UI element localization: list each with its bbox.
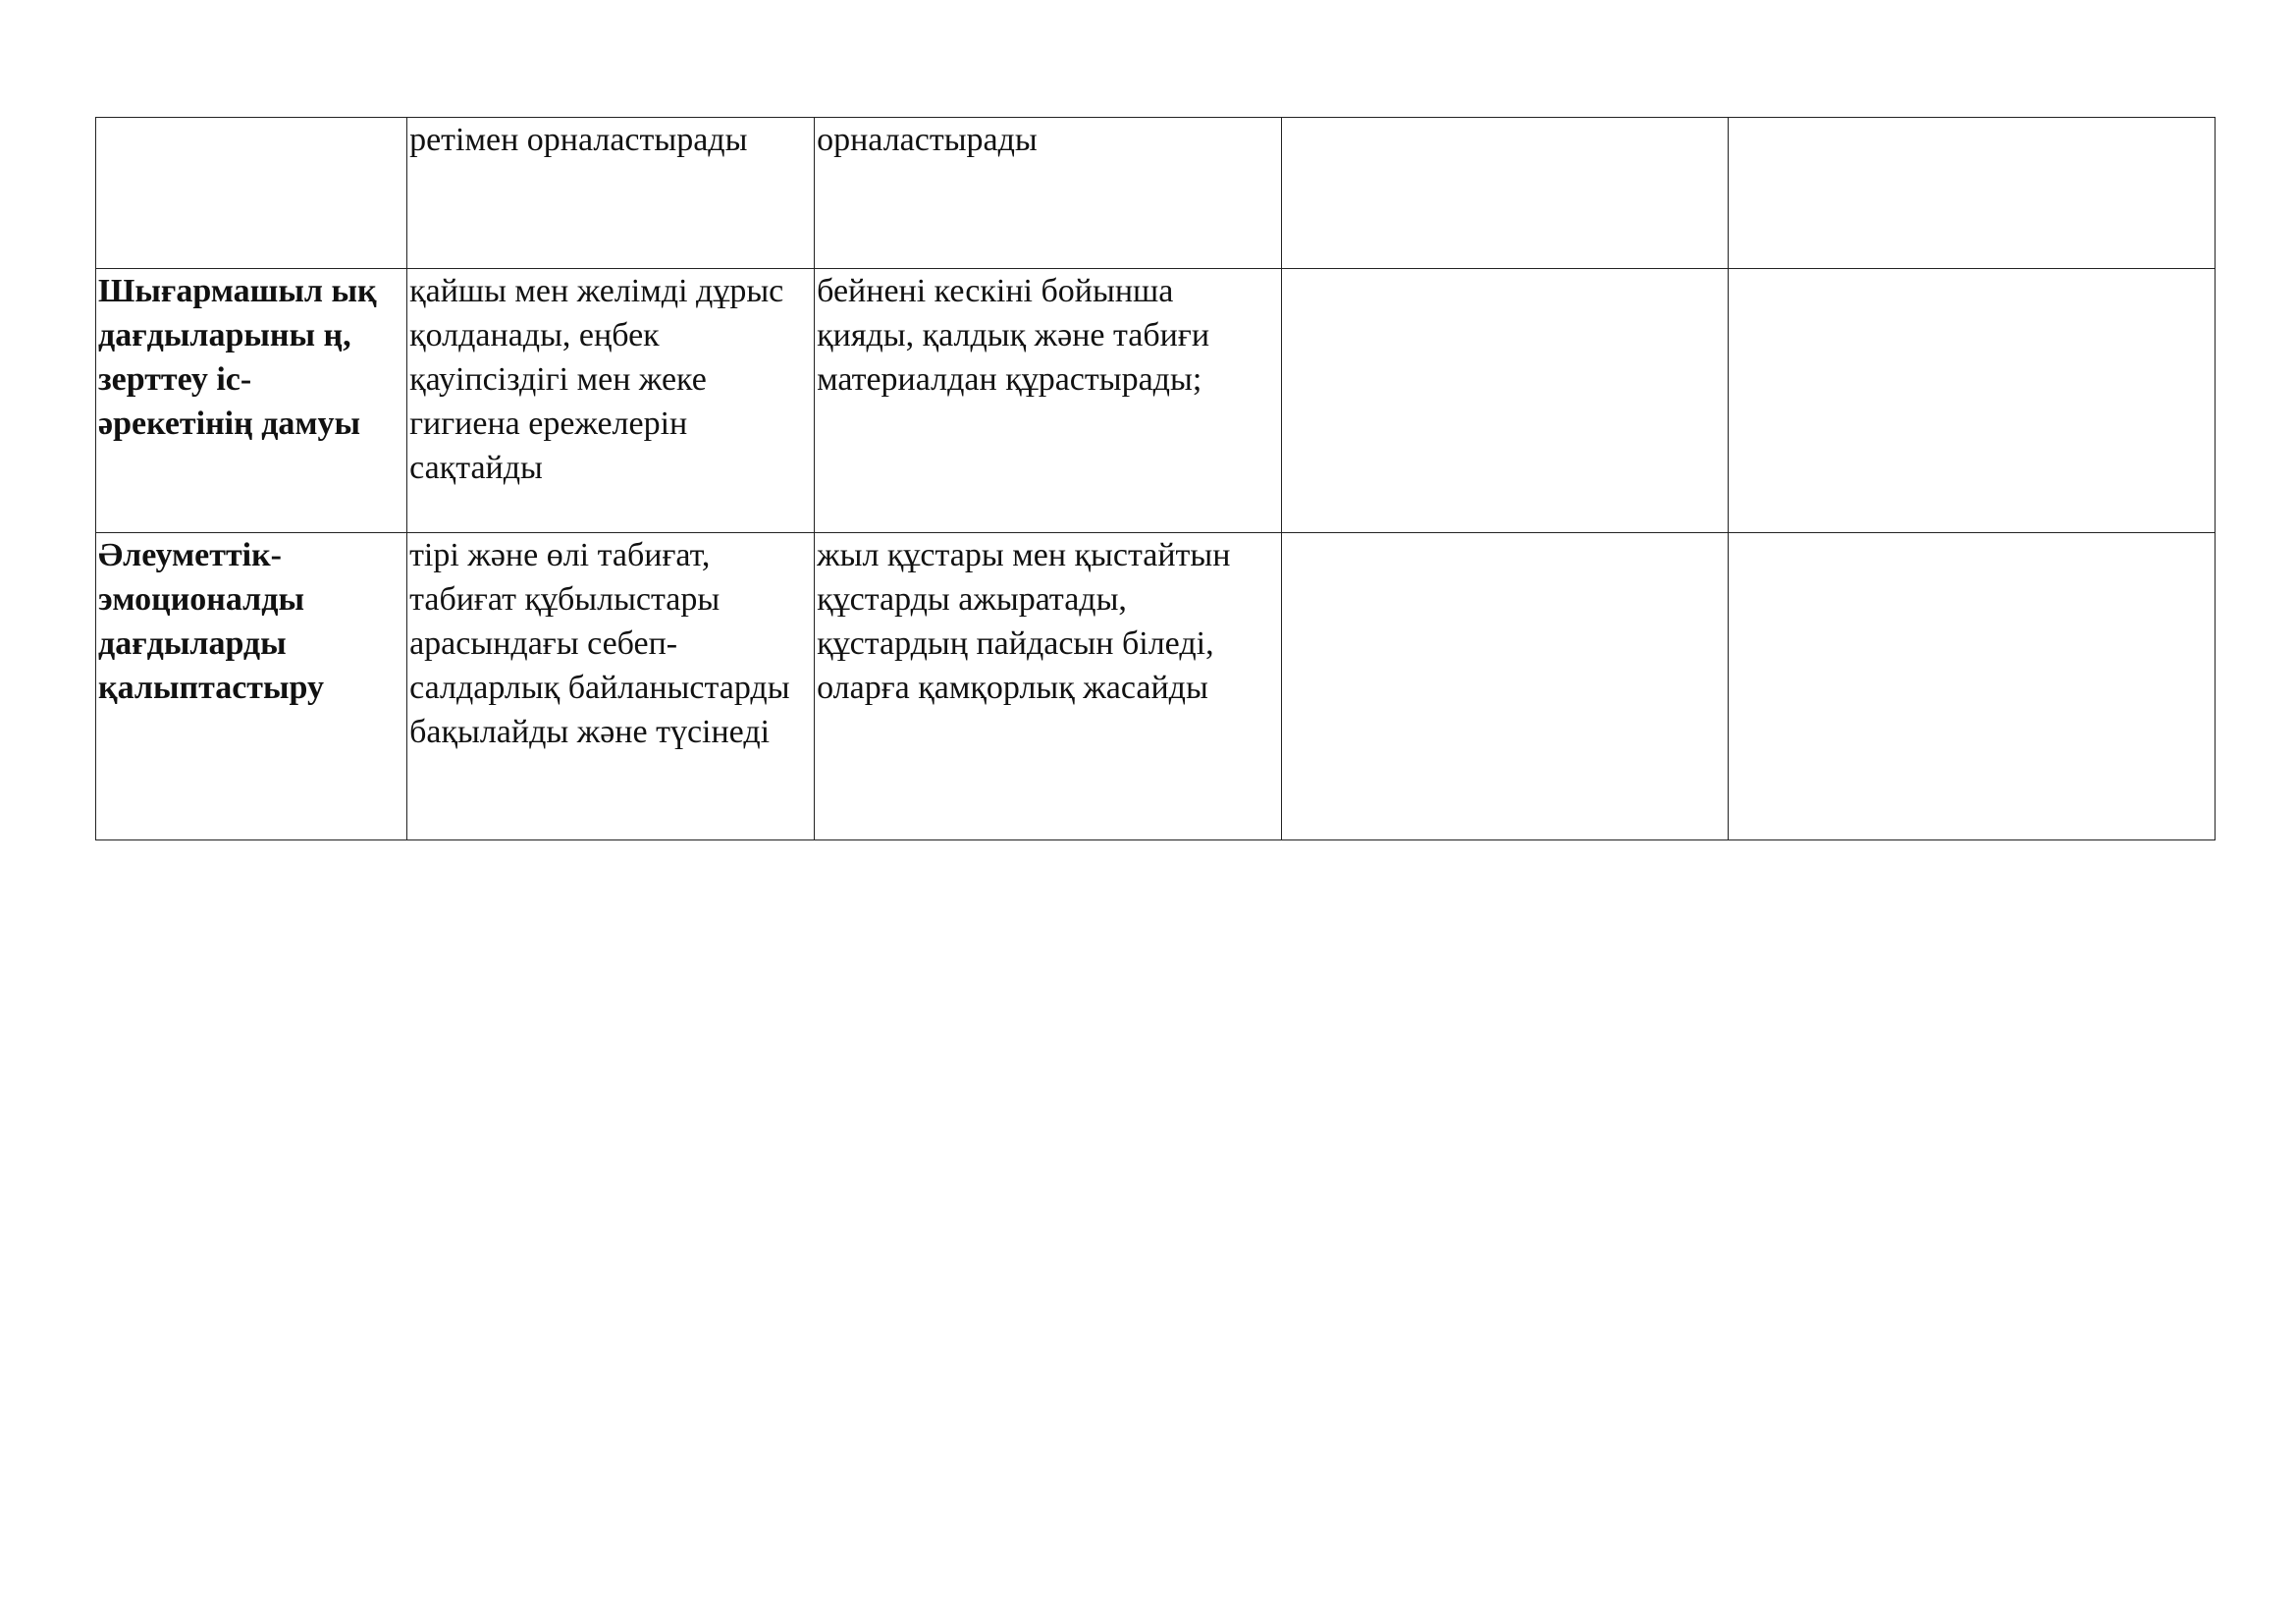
table-cell — [815, 118, 1282, 269]
row-heading-cell — [96, 533, 407, 840]
table-cell — [1281, 269, 1728, 533]
table-cell — [1729, 118, 2216, 269]
row-heading: Әлеуметтік-эмоционалды дағдыларды қалыптастыру — [98, 537, 325, 706]
table-cell — [407, 533, 815, 840]
row-heading-cell — [96, 269, 407, 533]
table-cell — [407, 269, 815, 533]
table-row — [96, 118, 2216, 269]
cell-text: жыл құстары мен қыстайтын құстарды ажыратады, құстардың пайдасын біледі, оларға қамқорлық жасайды — [817, 537, 1231, 706]
table-cell — [1729, 269, 2216, 533]
cell-text: тірі және өлі табиғат, табиғат құбылыстары арасындағы себеп-салдарлық байланыстарды бақылайды және түсінеді — [409, 537, 790, 750]
table-cell — [815, 533, 1282, 840]
cell-text: қайшы мен желімді дұрыс қолданады, еңбек қауіпсіздігі мен жеке гигиена ережелерін сақтайды — [409, 273, 784, 486]
cell-text: ретімен орналастырады — [409, 122, 748, 158]
row-heading: Шығармашыл ық дағдыларыны ң, зерттеу іс-әрекетінің дамуы — [98, 273, 377, 442]
assessment-table — [95, 117, 2216, 840]
table-cell — [815, 269, 1282, 533]
table-cell — [1281, 118, 1728, 269]
cell-text: бейнені кескіні бойынша қияды, қалдық және табиғи материалдан құрастырады; — [817, 273, 1210, 398]
table-cell — [407, 118, 815, 269]
table-row — [96, 269, 2216, 533]
cell-text: орналастырады — [817, 122, 1038, 158]
table-row — [96, 533, 2216, 840]
row-heading-cell — [96, 118, 407, 269]
table-cell — [1281, 533, 1728, 840]
table-cell — [1729, 533, 2216, 840]
